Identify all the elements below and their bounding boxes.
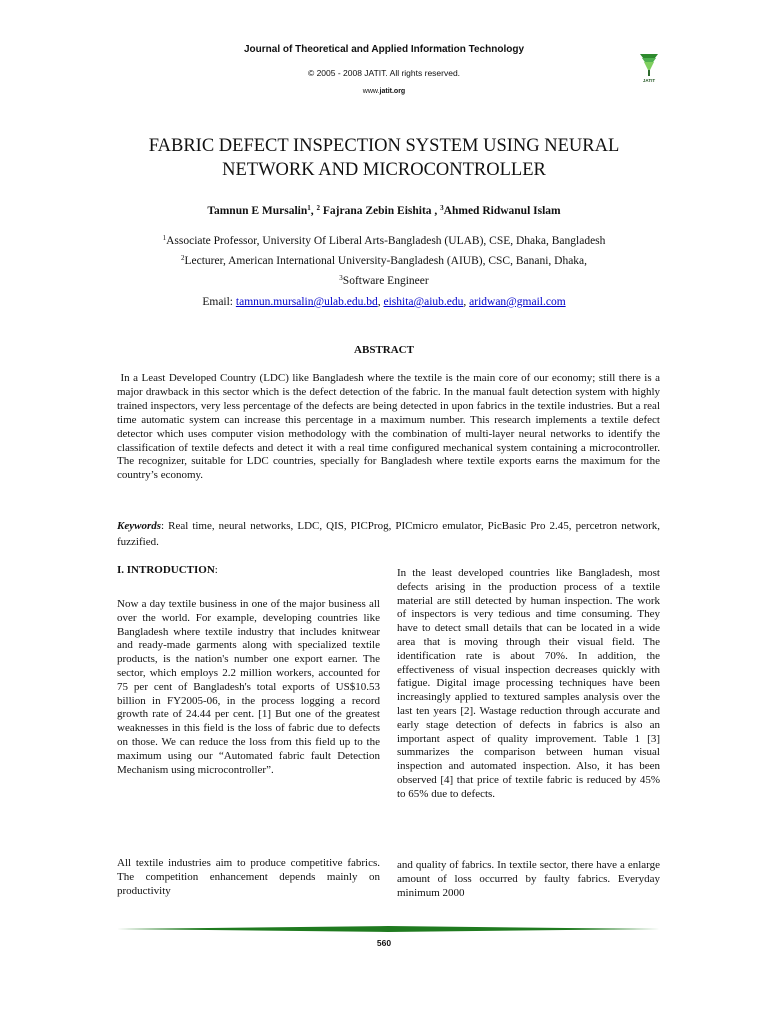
email-separator-2: , xyxy=(463,296,470,308)
keywords-text: : Real time, neural networks, LDC, QIS, PICProg, PICmicro emulator, PicBasic Pro 2.45, percetron network, fuzzified. xyxy=(117,520,660,548)
abstract-heading: ABSTRACT xyxy=(354,344,414,356)
email-link-1[interactable]: tamnun.mursalin@ulab.edu.bd xyxy=(235,296,378,308)
affiliation-3-sup: 3 xyxy=(339,274,343,282)
email-separator-1: , xyxy=(377,296,384,308)
intro-left-paragraph-2: All textile industries aim to produce competitive fabrics. The competition enhancement depends mainly on productivity xyxy=(117,857,380,897)
title-line-2: NETWORK AND MICROCONTROLLER xyxy=(222,160,546,180)
section-heading-introduction xyxy=(117,564,380,578)
author-3-name: Ahmed Ridwanul Islam xyxy=(443,205,561,217)
author-2-name: Fajrana Zebin Eishita , xyxy=(320,205,441,217)
copyright-notice: © 2005 - 2008 JATIT. All rights reserved. xyxy=(307,68,461,78)
title-line-1: FABRIC DEFECT INSPECTION SYSTEM USING NEURAL xyxy=(148,136,620,156)
affiliation-3-text: Software Engineer xyxy=(342,275,429,287)
website-domain: jatit.org xyxy=(379,88,406,95)
introduction-heading-colon: : xyxy=(214,564,218,576)
affiliation-1-text: Associate Professor, University Of Liberal Arts-Bangladesh (ULAB), CSE, Dhaka, Bangladesh xyxy=(166,235,606,247)
intro-right-paragraph-1: In the least developed countries like Bangladesh, most defects arising in the production process of a textile material are still detected by human inspection. The work of inspectors is very tedious and time consuming. They have to detect small details that can be located in a wide area that is moving through their visual field. The identification rate is about 70%. In addition, the effectiveness of visual inspection decreases quickly with fatigue. Digital image processing techniques have been increasingly applied to textured samples analysis over the last ten years [2]. Wastage reduction through accurate and early stage detection of defects in fabrics is also an important aspect of quality improvement. Table 1 [3] summarizes the comparison between human visual inspection and automated inspection. Also, it has been observed [4] that price of textile fabric is reduced by 45% to 65% due to defects. xyxy=(397,567,660,800)
logo-text: JATIT xyxy=(642,78,656,83)
abstract-text: In a Least Developed Country (LDC) like Bangladesh where the textile is the main core of our economy; still there is a major drawback in this sector which is the defect detection of the fabric. In the manual fault detection system with highly trained inspectors, very less percentage of the defects are being detected in upon fabrics in the textile industries. But a real time automatic system can increase this percentage in a maximum number. This research implements a textile defect detector which uses computer vision methodology with the combination of multi-layer neural networks to identify the classification of textile defects and detect it with a real time configured mechanical system containing a microcontroller. The recognizer, suitable for LDC countries, specially for Bangladesh where textile exports earns the maximum for the country’s economy. xyxy=(117,372,661,482)
author-1-sup: 1 xyxy=(307,204,311,212)
email-line xyxy=(0,296,768,308)
email-link-2[interactable]: eishita@aiub.edu xyxy=(383,296,464,308)
affiliation-1 xyxy=(0,235,768,247)
website-prefix: www. xyxy=(362,88,380,95)
jatit-logo-icon xyxy=(638,52,660,78)
email-link-3[interactable]: aridwan@gmail.com xyxy=(469,296,566,308)
abstract-body xyxy=(117,372,660,483)
author-list xyxy=(0,205,768,217)
intro-right-paragraph-2: and quality of fabrics. In textile sector, there have a enlarge amount of loss occurred by faulty fabrics. Everyday minimum 2000 xyxy=(397,859,660,899)
affiliation-2-text: Lecturer, American International University-Bangladesh (AIUB), CSC, Banani, Dhaka, xyxy=(184,255,588,267)
journal-title: Journal of Theoretical and Applied Information Technology xyxy=(243,44,524,55)
keywords xyxy=(117,518,660,550)
affiliation-3 xyxy=(0,275,768,287)
author-separator: , xyxy=(310,205,317,217)
website-url[interactable] xyxy=(0,88,768,95)
author-3-sup: 3 xyxy=(440,204,444,212)
affiliation-1-sup: 1 xyxy=(162,234,167,242)
introduction-heading-text: I. INTRODUCTION xyxy=(117,564,215,576)
author-2-sup: 2 xyxy=(316,204,321,212)
keywords-label: Keywords xyxy=(117,520,161,532)
affiliation-2 xyxy=(0,255,768,267)
affiliation-2-sup: 2 xyxy=(180,254,185,262)
email-label: Email: xyxy=(202,296,236,308)
page-number: 560 xyxy=(376,938,392,948)
intro-left-paragraph-1: Now a day textile business in one of the major business all over the world. For example, developing countries like Bangladesh where textile industry that includes knitwear and ready-made garments along with specialized textile products, is the nation's number one export earner. The sector, which employs 2.2 million workers, accounted for 75 per cent of Bangladesh's total exports of US$10.53 billion in FY2005-06, in the process logging a record growth rate of 24.44 per cent. [1] But one of the greatest weaknesses in this field is the loss of fabric due to defects on those. We can reduce the loss from this field up to the maximum using our “Automated fabric fault Detection Mechanism using microcontroller”. xyxy=(117,598,380,776)
author-1-name: Tamnun E Mursalin xyxy=(207,205,308,217)
paper-title xyxy=(60,134,708,182)
footer-divider xyxy=(117,924,660,934)
